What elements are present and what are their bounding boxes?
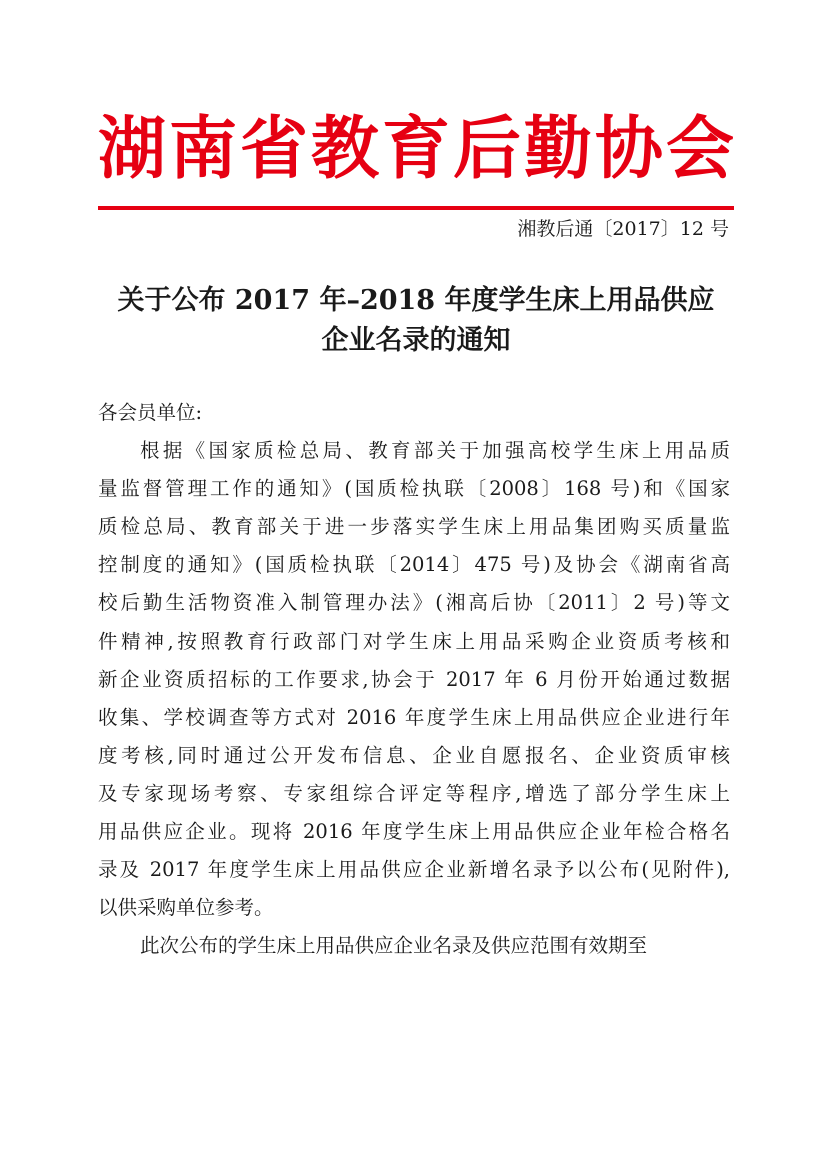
- body-line: 此次公布的学生床上用品供应企业名录及供应范围有效期至: [140, 934, 648, 958]
- document-number: 湘教后通〔2017〕12 号: [517, 218, 729, 240]
- notice-title: [98, 281, 734, 361]
- body-line: 控制度的通知》(国质检执联〔2014〕475 号)及协会《湖南省高: [98, 553, 730, 577]
- organization-header: 湖南省教育后勤协会: [98, 109, 734, 189]
- body-line: 度考核,同时通过公开发布信息、企业自愿报名、企业资质审核: [98, 743, 730, 767]
- body-line: 录及 2017 年度学生床上用品供应企业新增名录予以公布(见附件),: [98, 858, 730, 882]
- body-line: 校后勤生活物资准入制管理办法》(湘高后协〔2011〕2 号)等文: [98, 591, 730, 615]
- body-line: 量监督管理工作的通知》(国质检执联〔2008〕168 号)和《国家: [98, 477, 730, 501]
- body-line: 新企业资质招标的工作要求,协会于 2017 年 6 月份开始通过数据: [98, 667, 730, 691]
- body-line: 用品供应企业。现将 2016 年度学生床上用品供应企业年检合格名: [98, 820, 730, 844]
- body-line: 收集、学校调查等方式对 2016 年度学生床上用品供应企业进行年: [98, 705, 730, 729]
- header-red-rule: [98, 206, 734, 210]
- notice-body: [98, 394, 730, 965]
- body-line: 根据《国家质检总局、教育部关于加强高校学生床上用品质: [140, 439, 730, 463]
- body-line: 质检总局、教育部关于进一步落实学生床上用品集团购买质量监: [98, 515, 730, 539]
- notice-title-line-1: 关于公布 2017 年–2018 年度学生床上用品供应: [117, 285, 715, 316]
- body-line: 及专家现场考察、专家组综合评定等程序,增选了部分学生床上: [98, 781, 730, 805]
- salutation: 各会员单位:: [98, 401, 203, 424]
- notice-title-line-2: 企业名录的通知: [321, 325, 511, 356]
- body-line: 件精神,按照教育行政部门对学生床上用品采购企业资质考核和: [98, 629, 730, 653]
- body-line: 以供采购单位参考。: [98, 896, 274, 920]
